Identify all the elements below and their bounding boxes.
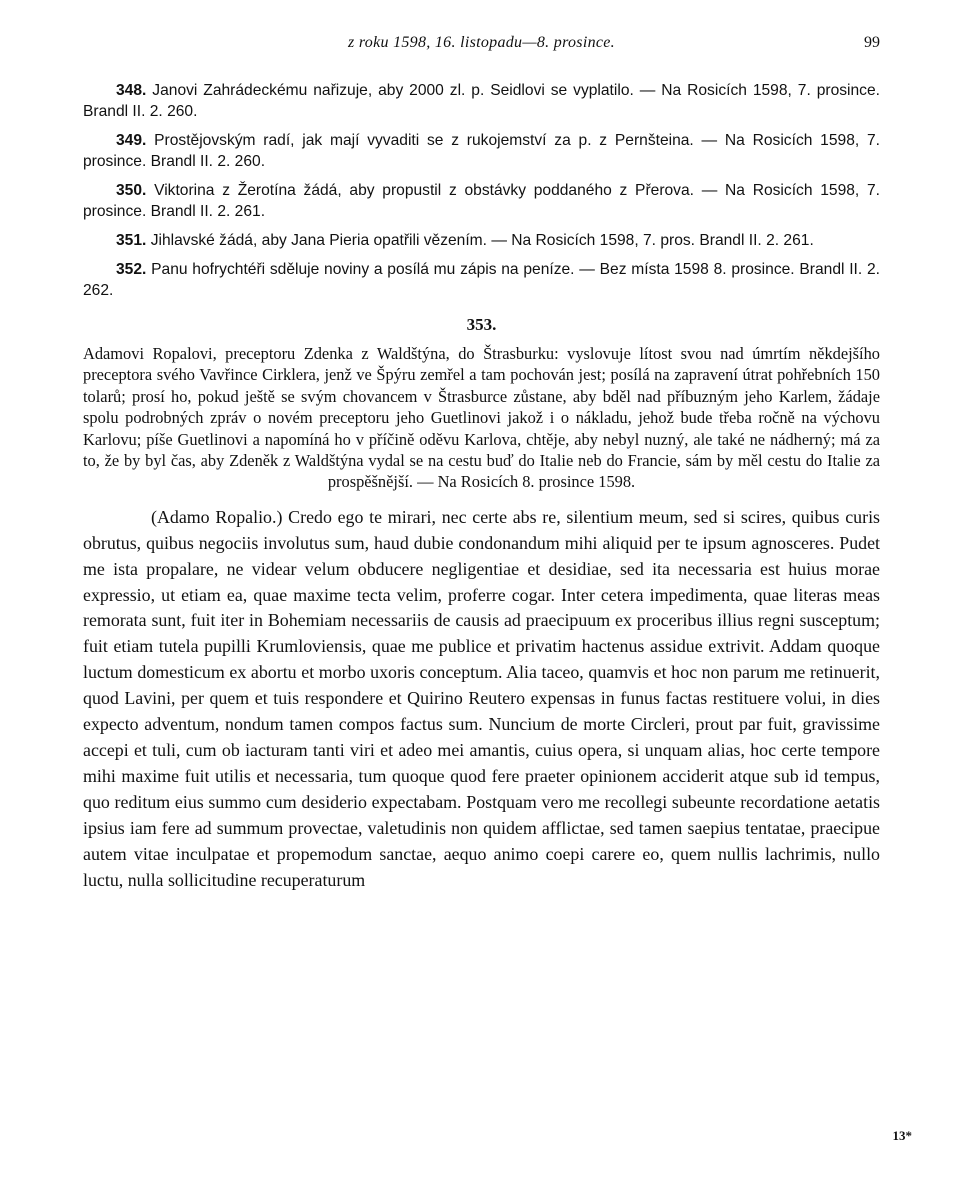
page: [83, 30, 880, 911]
entry-348: [83, 80, 880, 122]
entry-350: [83, 180, 880, 222]
running-title: z roku 1598, 16. listopadu—8. prosince.: [348, 34, 615, 51]
entry-351: [83, 230, 880, 251]
entry-number: 351.: [116, 232, 147, 249]
entry-text: Prostějovským radí, jak mají vyvaditi se z rukojemství za p. z Pernšteina. — Na Rosicích 1598, 7. prosince. Brandl II. 2. 260.: [83, 132, 880, 170]
entry-number: 349.: [116, 132, 147, 149]
regest-entries: [83, 80, 880, 301]
entry-text: Viktorina z Žerotína žádá, aby propustil z obstávky poddaného z Přerova. — Na Rosicích 1598, 7. prosince. Brandl II. 2. 261.: [83, 182, 880, 220]
letter-body: [83, 505, 880, 894]
entry-number: 348.: [116, 82, 147, 99]
entry-text: Panu hofrychtéři sděluje noviny a posílá mu zápis na peníze. — Bez místa 1598 8. prosince. Brandl II. 2. 262.: [83, 261, 880, 299]
letter-summary: Adamovi Ropalovi, preceptoru Zdenka z Waldštýna, do Štrasburku: vyslovuje lítost svou nad úmrtím někdejšího preceptora svého Vavřince Cirklera, jenž ve Špýru zemřel a tam pochován jest; posílá na zapravení útrat pohřebních 150 tolarů; prosí ho, pokud ještě se svým chovancem v Štrasburce zůstane, aby bděl nad příbuzným jeho Karlem, žádaje spolu podrobných zpráv o novém preceptoru jeho Guetlinovi jakož i o nákladu, jehož bude třeba ročně na výchovu Karlovu; píše Guetlinovi a napomíná ho v příčině oděvu Karlova, chtěje, aby nebyl nuzný, ale také ne nádherný; má za to, že by byl čas, aby Zdeněk z Waldštýna vydal se na cestu buď do Italie neb do Francie, sám by měl cestu do Italie za prospěšnější. — Na Rosicích 8. prosince 1598.: [83, 344, 880, 492]
letter-number: 353.: [466, 315, 497, 334]
running-header: [83, 30, 880, 58]
page-number: 99: [864, 34, 880, 51]
entry-352: [83, 259, 880, 301]
letter-text: Credo ego te mirari, nec certe abs re, silentium meum, sed si scires, quibus curis obrutus, quibus negociis involutus sum, haud dubie condonandum mihi aliquid per te ipsum agnosceres. Pudet me ista propalare, ne videar velum obducere negligentiae et desidiae, sed ita necessaria est huius morae expressio, ut etiam ea, quae maxime tecta velim, proferre cogar. Inter cetera impedimenta, quae literas meas remorata sunt, fuit iter in Bohemiam necessariis de causis ad praecipuum ex proceribus illius regni susceptum; fuit etiam tutela pupilli Krumloviensis, quae me publice et privatim hactenus assidue extrivit. Addam quoque luctum domesticum ex abortu et morbo uxoris conceptum. Alia taceo, quamvis et hoc non parum me retinuerit, quod Lavini, per quem et tuis respondere et Quirino Reutero expensas in funus factas restituere volui, in dies expecto adventum, nondum tamen compos factus sum. Nuncium de morte Circleri, prout par fuit, gravissime accepi et tuli, cum ob iacturam tanti viri et adeo mei amantis, cuius opera, si unquam alias, hoc certe tempore mihi maxime fuit utilis et necessaria, tum quoque quod fere praeter opinionem acciderit atque sub id tempus, quo reditum eius summo cum desiderio expectabam. Postquam vero me recollegi subeunte recordatione aetatis ipsius iam fere ad summum provectae, valetudinis non quidem afflictae, sed tamen saepius tentatae, praecipue autem vitae inculpatae et propemodum sanctae, aequo animo coepi carere eo, quem nullis lachrimis, nullo luctu, nulla sollicitudine recuperaturum: [83, 506, 880, 890]
letter-salutation: (Adamo Ropalio.): [151, 506, 283, 527]
entry-text: Janovi Zahrádeckému nařizuje, aby 2000 zl. p. Seidlovi se vyplatilo. — Na Rosicích 1598, 7. prosince. Brandl II. 2. 260.: [83, 82, 880, 120]
entry-number: 352.: [116, 261, 147, 278]
entry-number: 350.: [116, 182, 147, 199]
entry-349: [83, 130, 880, 172]
entry-text: Jihlavské žádá, aby Jana Pieria opatřili vězením. — Na Rosicích 1598, 7. pros. Brandl II. 2. 261.: [150, 232, 814, 249]
signature-mark: 13*: [892, 1128, 912, 1143]
